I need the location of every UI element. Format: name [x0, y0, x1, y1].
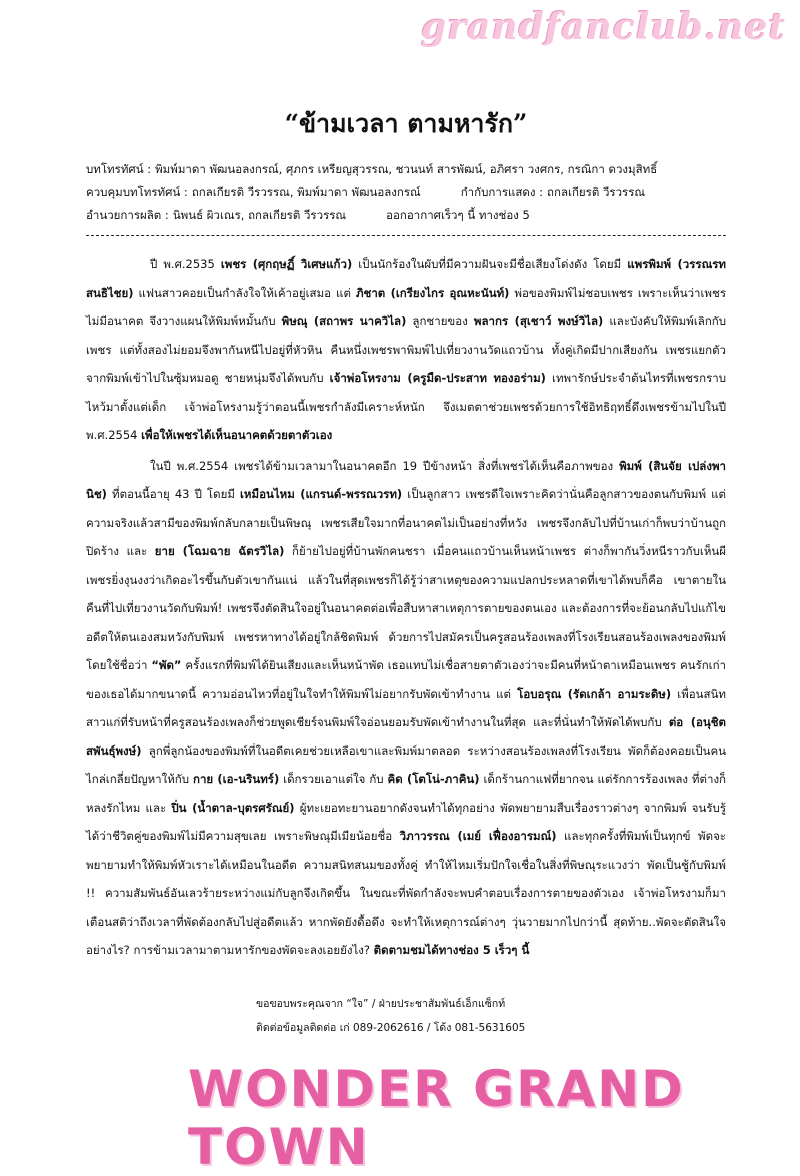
writers-row	[86, 158, 726, 181]
producer-value: นิพนธ์ ผิวเณร, ถกลเกียรติ วีรวรรณ	[172, 208, 347, 222]
contact-line: ติดต่อข้อมูลติดต่อ เก่ 089-2062616 / โด้ง 081-5631605	[256, 1022, 526, 1034]
text-span: ลูกชายของ	[412, 314, 468, 328]
text-span: แฟนสาวคอยเป็นกำลังใจให้เค้าอยู่เสมอ แต่	[138, 285, 351, 300]
text-bold: เพื่อให้เพชรได้เห็นอนาคตด้วยตาตัวเอง	[141, 428, 333, 442]
text-span: ก็ย้ายไปอยู่ที่บ้านพักคนชรา เมื่อคนแถวบ้านเห็นหน้าเพชร ต่างก็พากันวิ่งหนีราวกับเห็นผี เพชรยิ่งงุนงงว่าเกิดอะไรขึ้นกับตัวเขากันแน่ แล้วในที่สุดเพชรก็ได้รู้ว่าสาเหตุของความแปลกประหลาดที่เขาได้พบก็คือ เขาตายในคืนที่ไปเที่ยวงานวัดกับพิมพ์! เพชรจึงตัดสินใจอยู่ในอนาคตต่อเพื่อสืบหาสาเหตุการตายของตนเอง และต้องการที่จะย้อนกลับไปแก้ไขอดีตให้ตนเองสมหวังกับพิมพ์ เพชรหาทางได้อยู่ใกล้ชิดพิมพ์ ด้วยการไปสมัครเป็นครูสอนร้องเพลงที่โรงเรียนสอนร้องเพลงของพิมพ์ โดยใช้ชื่อว่า	[86, 544, 727, 672]
page-title: “ข้ามเวลา ตามหารัก”	[284, 109, 528, 138]
airing-info: ออกอากาศเร็วๆ นี้ ทางช่อง 5	[386, 208, 530, 222]
text-span: ปี พ.ศ.2535	[150, 257, 215, 271]
text-span: เทพารักษ์ประจำต้นไทรที่เพชรกราบไหว้มาตั้งแต่เด็ก เจ้าพ่อโหรงามรู้ว่าตอนนี้เพชรกำลังมีเคราะห์หนัก จึงเมตตาช่วยเพชรด้วยการใช้อิทธิฤทธิ์ดึงเพชรข้ามไปในปี พ.ศ.2554	[86, 371, 727, 442]
wonder-grand-town-logo: WONDER GRAND TOWN	[188, 1060, 685, 1176]
text-span: เพื่อนสนิทสาวแก่ที่รับหน้าที่ครูสอนร้องเพลงก็ช่วยพูดเชียร์จนพิมพ์ใจอ่อนยอมรับพัดเข้าทำงานในที่สุด และที่นั่นทำให้พัดได้พบกับ	[86, 686, 727, 729]
script-supervisor-row	[86, 181, 726, 204]
airing-callout: ติดตามชมได้ทางช่อง 5 เร็วๆ นี้	[373, 943, 530, 957]
site-watermark: grandfanclub.net	[421, 6, 786, 48]
story-paragraph-1	[86, 250, 726, 450]
character-phat: “พัด”	[151, 658, 182, 672]
character-pisanu: พิษณุ (สถาพร นาควิไล)	[281, 314, 407, 328]
text-span: พ่อของพิมพ์ไม่ชอบเพชร เพราะเห็นว่าเพชรไม่มีอนาคต จึงวางแผนให้พิมพ์หมั้นกับ	[86, 285, 726, 328]
writers-value: พิมพ์มาดา พัฒนอลงกรณ์, ศุภกร เหรียญสุวรรณ, ชวนนท์ สารพัฒน์, อภิศรา วงศกร, กรณิกา ดวงมุสิทธิ์	[155, 162, 658, 176]
credits-block	[86, 158, 726, 227]
text-span: เด็กรวยเอาแต่ใจ กับ	[283, 772, 384, 786]
producer-row	[86, 204, 726, 227]
character-praepim: แพรพิมพ์ (วรรณรท สนธิไชย)	[86, 257, 726, 300]
character-yai: ยาย (โฉมฉาย ฉัตรวิไล)	[154, 544, 285, 558]
director-label: กำกับการแสดง :	[460, 185, 544, 199]
writers-label: บทโทรทัศน์ :	[86, 162, 152, 176]
character-chaopho: เจ้าพ่อโหรงาม (ครูมืด-ประสาท ทองอร่าม)	[329, 371, 546, 385]
text-span: ผู้ทะเยอทะยานอยากดังจนทำได้ทุกอย่าง พัดพยายามสืบเรื่องราวต่างๆ จากพิมพ์ จนรับรู้ได้ว่าชีวิตคู่ของพิมพ์ไม่มีความสุขเลย เพราะพิษณุมีเมียน้อยชื่อ	[86, 800, 727, 843]
press-release	[86, 104, 726, 967]
script-sup-label: ควบคุมบทโทรทัศน์ :	[86, 185, 188, 199]
text-span: เด็กร้านกาแฟที่ยากจน แต่รักการร้องเพลง ที่ต่างก็หลงรักไหม และ	[86, 772, 727, 815]
text-span: และบังคับให้พิมพ์เลิกกับเพชร แต่ทั้งสองไม่ยอมจึงพากันหนีไปอยู่ที่หัวหิน คืนหนึ่งเพชรพาพิมพ์ไปเที่ยวงานวัดแถวบ้าน ทั้งคู่เกิดมีปากเสียงกัน เพชรแยกตัวจากพิมพ์เข้าไปในซุ้มหมอดู ชายหนุ่มจึงได้พบกับ	[86, 314, 727, 385]
text-span: เป็นลูกสาว เพชรดีใจเพราะคิดว่านั่นคือลูกสาวของตนกับพิมพ์ แต่ความจริงแล้วสามีของพิมพ์กลับกลายเป็นพิษณุ เพชรเสียใจมากที่อนาคตไม่เป็นอย่างที่หวัง เพชรจึงกลับไปที่บ้านเก่าก็พบว่าบ้านถูกปิดร้าง และ	[86, 487, 727, 558]
text-span: ที่ตอนนี้อายุ 43 ปี โดยมี	[112, 487, 235, 501]
character-kai: กาย (เอ-นรินทร์)	[193, 772, 280, 786]
divider	[86, 235, 726, 236]
story-paragraph-2	[86, 452, 726, 965]
character-pim: พิมพ์ (สินจัย เปล่งพานิช)	[86, 458, 726, 501]
character-muean-mai: เหมือนไหม (แกรนด์-พรรณวรท)	[239, 487, 403, 501]
thanks-line: ขอขอบพระคุณจาก “ใจ” / ฝ่ายประชาสัมพันธ์เอ็กแซ็กท์	[256, 998, 506, 1010]
producer-label: อำนวยการผลิต :	[86, 208, 169, 222]
footer	[86, 992, 726, 1040]
director-value: ถกลเกียรติ วีรวรรณ	[547, 185, 646, 199]
text-span: ลูกพี่ลูกน้องของพิมพ์ที่ในอดีตเคยช่วยเหลือเขาและพิมพ์มาตลอด ระหว่างสอนร้องเพลงที่โรงเรียน พัดก็ต้องคอยเป็นคนไกล่เกลี่ยปัญหาให้กับ	[86, 743, 727, 786]
character-phet: เพชร (ศุกฤษฏิ์ วิเศษแก้ว)	[220, 257, 353, 271]
character-pin: ปิ่น (น้ำตาล-บุตรศรัณย์)	[171, 800, 295, 815]
text-span: และทุกครั้งที่พิมพ์เป็นทุกข์ พัดจะพยายามทำให้พิมพ์หัวเราะได้เหมือนในอดีต ความสนิทสนมของทั้งคู่ ทำให้ไหมเริ่มปักใจเชื่อในสิ่งที่พิษณุระแวงว่า พัดเป็นชู้กับพิมพ์ !!	[86, 829, 726, 900]
character-pichart: ภิชาต (เกรียงไกร อุณหะนันท์)	[355, 285, 510, 300]
text-span: ครั้งแรกที่พิมพ์ได้ยินเสียงและเห็นหน้าพัด เธอแทบไม่เชื่อสายตาตัวเองว่าจะมีคนที่หน้าตาเหมือนเพชร คนรักเก่าของเธอได้มากขนาดนี้ ความอ่อนไหวที่อยู่ในใจทำให้พิมพ์ไม่อยากรับพัดเข้าทำงาน แต่	[86, 658, 727, 701]
character-ponlakorn: พลากร (สุเชาว์ พงษ์วิไล)	[473, 314, 604, 328]
character-wipawan: วิภาวรรณ (เมย์ เฟื่องอารมณ์)	[399, 829, 557, 843]
character-oboarun: โอบอรุณ (รัดเกล้า อามระดิษ)	[517, 686, 672, 701]
character-to: ต่อ (อนุชิต สพันธุ์พงษ์)	[86, 715, 726, 758]
text-span: ความสัมพันธ์อันเลวร้ายระหว่างแม่กับลูกจึงเกิดขึ้น ในขณะที่พัดกำลังจะพบคำตอบเรื่องการตายของตัวเอง เจ้าพ่อโหรงามก็มาเตือนสติว่าถึงเวลาที่พัดต้องกลับไปสู่อดีตแล้ว หากพัดยังดื้อดึง จะทำให้เหตุการณ์ต่างๆ วุ่นวายมากไปกว่านี้ สุดท้าย..พัดจะตัดสินใจอย่างไร? การข้ามเวลามาตามหารักของพัดจะลงเอยยังไง?	[86, 886, 726, 957]
text-span: ในปี พ.ศ.2554 เพชรได้ข้ามเวลามาในอนาคตอีก 19 ปีข้างหน้า สิ่งที่เพชรได้เห็นคือภาพของ	[150, 458, 614, 473]
script-sup-value: ถกลเกียรติ วีรวรรณ, พิมพ์มาดา พัฒนอลงกรณ์	[191, 185, 421, 199]
character-kit: คิด (โตโน่-ภาคิน)	[387, 772, 480, 786]
story-body	[86, 250, 726, 965]
text-span: เป็นนักร้องในผับที่มีความฝันจะมีชื่อเสียงโด่งดัง โดยมี	[358, 257, 622, 271]
